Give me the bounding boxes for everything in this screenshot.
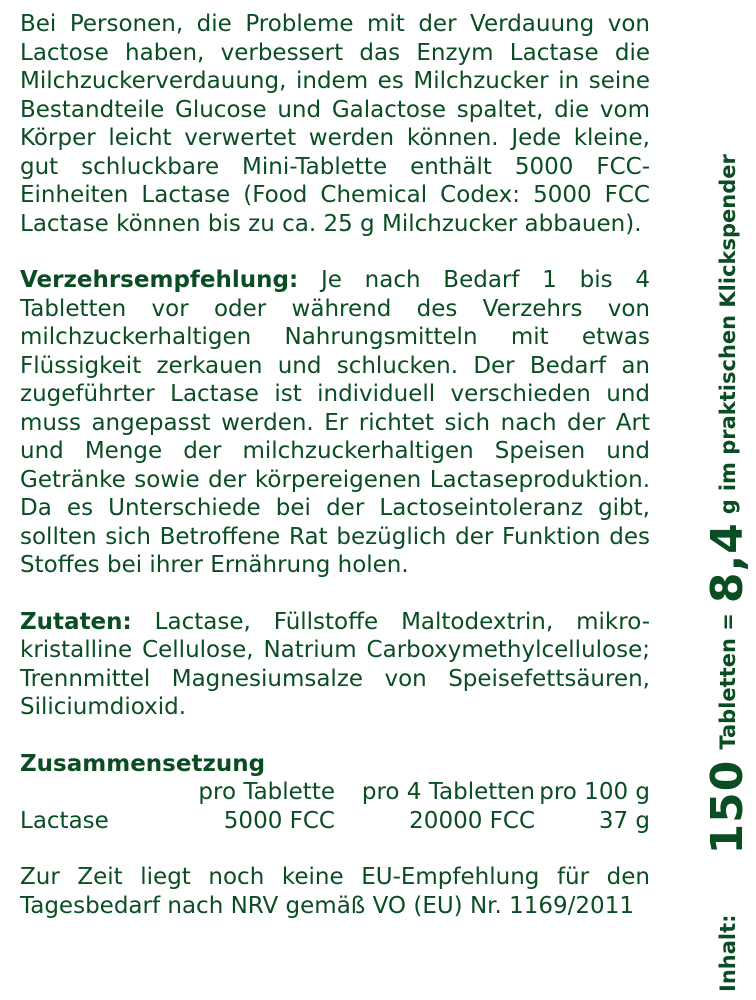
side-content-strip <box>700 0 756 1000</box>
dosage-label: Verzehrsempfehlung: <box>20 267 299 293</box>
table-cell: 37 g <box>598 807 650 834</box>
dosage-paragraph <box>20 266 650 580</box>
ingredients-paragraph <box>20 608 650 722</box>
label-text-column <box>20 10 650 920</box>
ingredients-body: Lactase, Füllstoffe Maltodextrin, mikro-kristalline Cellulose, Natrium Carboxymethylcellulose; Trennmittel Magnesiumsalze von Speisefettsäuren, Siliciumdioxid. <box>20 608 650 720</box>
composition-title: Zusammensetzung <box>20 750 266 777</box>
table-header-cell <box>20 778 170 807</box>
net-weight: 8,4 <box>701 522 753 604</box>
composition-header-row <box>20 778 650 807</box>
dosage-body: Je nach Bedarf 1 bis 4 Tabletten vor oder während des Verzehrs von milchzuckerhaltigen Nahrungsmitteln mit etwas Flüssigkeit zerkauen und schlucken. Der Bedarf an zugeführter Lactase ist individuell verschieden und muss angepasst werden. Er richtet sich nach der Art und Menge der milchzuckerhaltigen Speisen und Getränke sowie der körpereigenen Lactaseproduktion. Da es Unterschiede bei der Lactoseintoleranz gibt, sollten sich Betroffene Rat bezüglich der Funktion des Stoffes bei ihrer Ernährung holen. <box>20 267 650 578</box>
composition-table <box>20 778 650 835</box>
table-cell: 20000 FCC <box>409 807 535 834</box>
ingredients-label: Zutaten: <box>20 608 132 635</box>
tablet-count: 150 <box>701 759 753 855</box>
table-row <box>20 807 650 836</box>
dispenser-text: im praktischen Klickspender <box>715 154 740 492</box>
tablet-unit: Tabletten = <box>715 613 740 750</box>
intro-paragraph: Bei Personen, die Probleme mit der Verdauung von Lactose haben, verbessert das Enzym Lactase die Milchzuckerverdauung, indem es Milchzucker in seine Bestandteile Glucose und Galactose spaltet, die vom Körper leicht verwertet werden können. Jede kleine, gut schluckbare Mini-Tablette enthält 5000 FCC-Einheiten Lactase (Food Chemical Codex: 5000 FCC Lactase können bis zu ca. 25 g Milchzucker abbauen). <box>20 11 650 237</box>
table-cell: 5000 FCC <box>223 807 335 834</box>
vertical-content-text <box>700 0 756 1000</box>
nrv-note: Zur Zeit liegt noch keine EU-Empfehlung für den Tagesbedarf nach NRV gemäß VO (EU) Nr. 1169/2011 <box>20 864 650 919</box>
weight-unit: g <box>715 499 740 515</box>
table-cell: Lactase <box>20 807 109 834</box>
table-header-cell: pro Tablette <box>198 779 335 805</box>
table-header-cell: pro 4 Tabletten <box>361 779 535 805</box>
table-header-cell: pro 100 g <box>539 779 650 805</box>
composition-section <box>20 750 650 836</box>
content-label: Inhalt: <box>715 914 740 992</box>
